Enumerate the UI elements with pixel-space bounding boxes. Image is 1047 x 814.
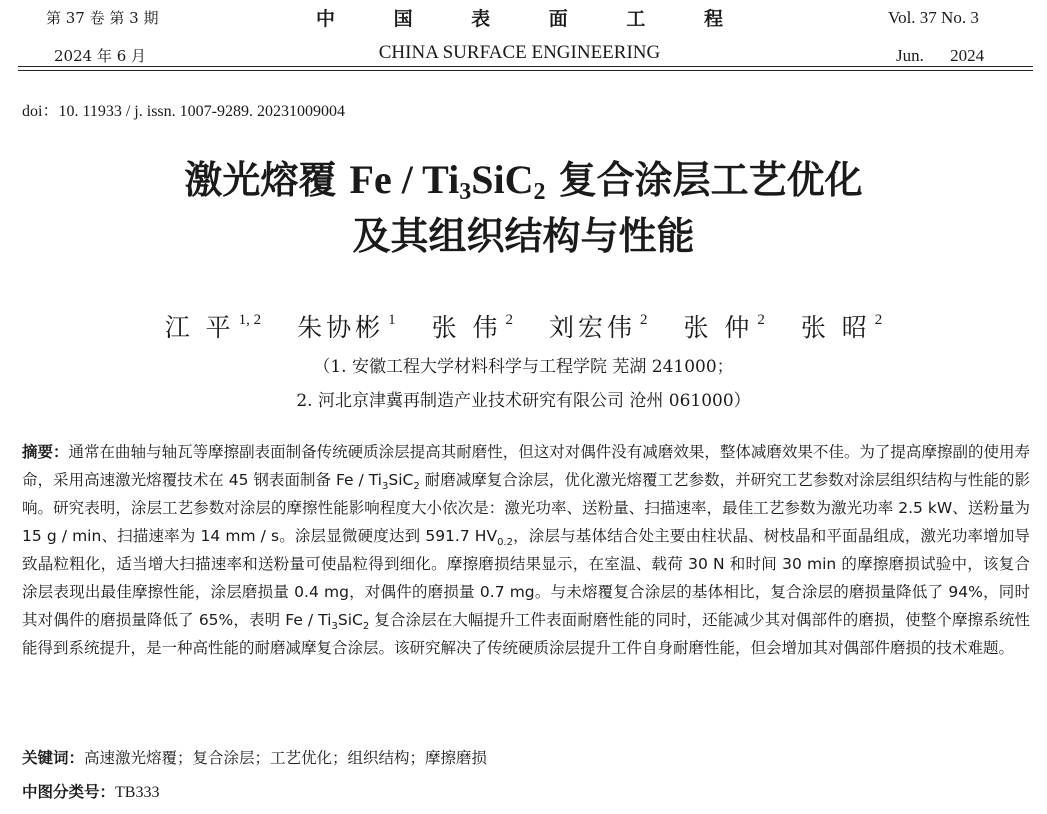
journal-name-cn: 中 国 表 面 工 程 — [315, 8, 750, 30]
header-rule-thick — [18, 66, 1033, 67]
author: 朱协彬 $^1$ — [297, 312, 396, 342]
author: 刘宏伟 $^2$ — [548, 312, 648, 342]
volume-issue-en: Vol. 37 No. 3 — [888, 8, 979, 27]
clc-label: 中图分类号： — [22, 783, 116, 801]
header-rule-thin — [18, 70, 1033, 71]
keywords-text: 高速激光熔覆；复合涂层；工艺优化；组织结构；摩擦磨损 — [84, 749, 488, 767]
doi[interactable]: doi：10. 11933 / j. issn. 1007-9289. 20231009004 — [22, 103, 345, 120]
title-line-1: 激光熔覆 Fe / $Ti_3SiC_2$ 复合涂层工艺优化 — [184, 157, 863, 205]
classification-number — [22, 780, 159, 802]
keywords — [22, 746, 487, 768]
author: 江 平 $^{1, 2}$ — [164, 312, 262, 342]
paper-title — [0, 152, 1047, 264]
author-list — [0, 308, 1047, 344]
header-right — [888, 6, 984, 68]
journal-name-en: CHINA SURFACE ENGINEERING — [378, 42, 661, 63]
abstract: 摘要：通常在曲轴与轴瓦等摩擦副表面制备传统硬质涂层提高其耐磨性，但这对对偶件没有减磨效果，整体减磨效果不佳。为了提高摩擦副的使用寿命，采用高速激光熔覆技术在 45 钢表面制备 Fe / $Ti_3SiC_2$ 耐磨减摩复合涂层，优化激光熔覆工艺参数，并研究工艺参数对涂层组织结构与性能的影响。研究表明，涂层工艺参数对涂层的摩擦性能影响程度大小依次是：激光功率、送粉量、扫描速率，最佳工艺参数为激光功率 2.5 kW、送粉量为 15 g / min、扫描速率为 14 mm / s。涂层显微硬度达到 591.7 $HV_{0.2}$，涂层与基体结合处主要由柱状晶、树枝晶和平面晶组成，激光功率增加导致晶粒粗化，适当增大扫描速率和送粉量可使晶粒得到细化。摩擦磨损结果显示，在室温、载荷 30 N 和时间 30 min 的摩擦磨损试验中，该复合涂层表现出最佳摩擦性能，涂层磨损量 0.4 mg，对偶件的磨损量 0.7 mg。与未熔覆复合涂层的基体相比，复合涂层的磨损量降低了 94%，同时其对偶件的磨损量降低了 65%，表明 Fe / $Ti_3SiC_2$ 复合涂层在大幅提升工件表面耐磨性能的同时，还能减少其对偶部件的磨损，使整个摩擦系统性能得到系统提升，是一种高性能的耐磨减摩复合涂层。该研究解决了传统硬质涂层提升工件自身耐磨性能，但会增加其对偶部件磨损的技术难题。 — [22, 443, 1031, 657]
abstract-label: 摘要： — [22, 443, 69, 461]
keywords-label: 关键词： — [22, 749, 85, 767]
affiliation-1: （1. 安徽工程大学材料科学与工程学院 芜湖 241000； — [313, 357, 734, 377]
clc-code: TB333 — [115, 784, 160, 801]
date-en: Jun. 2024 — [896, 46, 985, 65]
author: 张 仲 $^2$ — [683, 312, 765, 342]
date-cn: 2024 年 6 月 — [54, 47, 147, 65]
author: 张 昭 $^2$ — [800, 312, 883, 342]
author: 张 伟 $^2$ — [431, 312, 514, 342]
affiliation-2: 2. 河北京津冀再制造产业技术研究有限公司 沧州 061000） — [296, 391, 751, 411]
volume-issue-cn: 第 37 卷 第 3 期 — [46, 9, 159, 27]
title-line-2: 及其组织结构与性能 — [352, 214, 695, 258]
